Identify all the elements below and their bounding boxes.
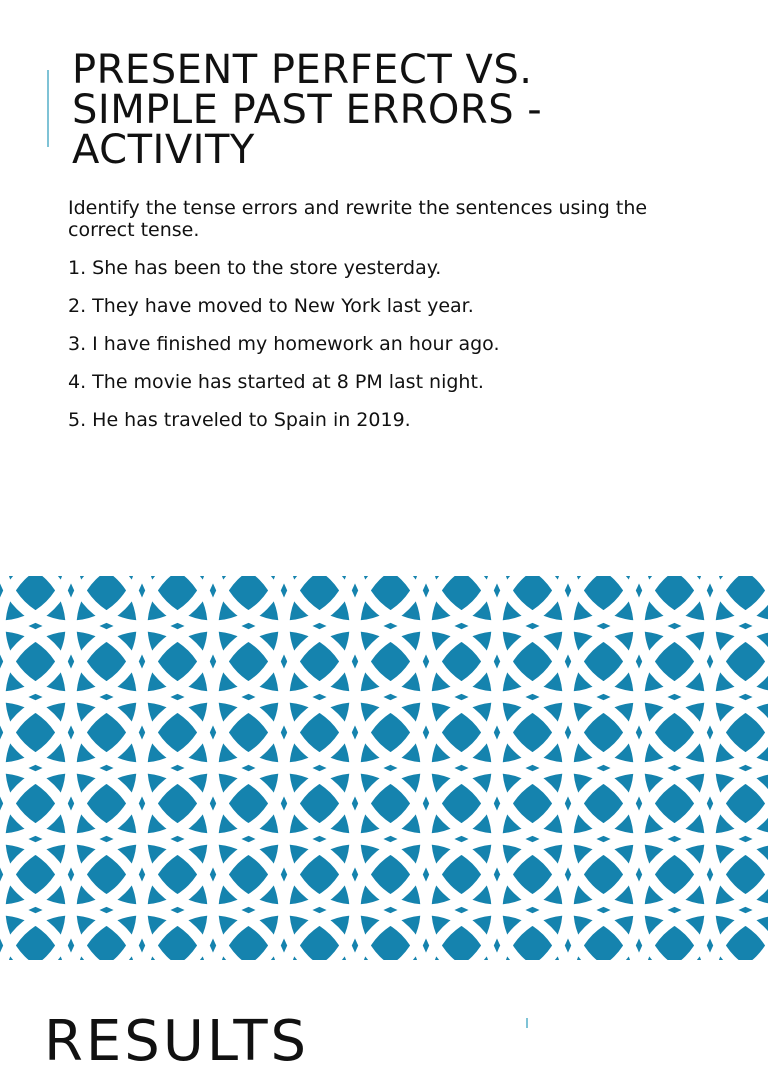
exercise-item: 3. I have finished my homework an hour ago. [68, 333, 500, 355]
next-slide-title: RESULTS [44, 1009, 310, 1074]
instructions-text: Identify the tense errors and rewrite the sentences using the correct tense. [68, 197, 648, 241]
decorative-circle-pattern [0, 576, 768, 960]
exercise-item: 1. She has been to the store yesterday. [68, 257, 442, 279]
exercise-item: 5. He has traveled to Spain in 2019. [68, 409, 411, 431]
slide-title [72, 47, 732, 173]
next-slide-accent-line [526, 1018, 528, 1028]
exercise-item: 2. They have moved to New York last year. [68, 295, 474, 317]
title-line: ACTIVITY [72, 127, 255, 173]
title-line: PRESENT PERFECT VS. [72, 47, 533, 93]
title-accent-line [47, 70, 49, 147]
title-line: SIMPLE PAST ERRORS - [72, 87, 543, 133]
slide-body [68, 197, 648, 447]
exercise-item: 4. The movie has started at 8 PM last night. [68, 371, 484, 393]
interlocking-circles-graphic [0, 576, 768, 960]
